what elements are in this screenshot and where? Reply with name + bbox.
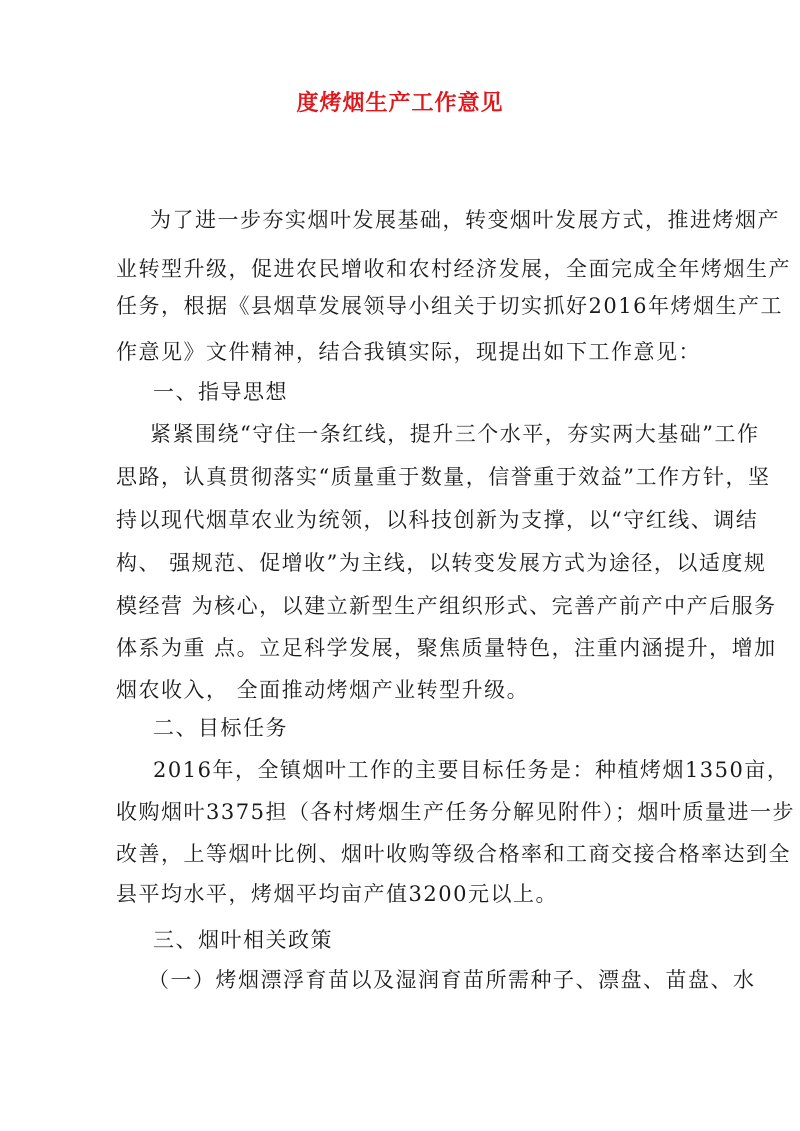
paragraph-line: 任务，根据《县烟草发展领导小组关于切实抓好2016年烤烟生产工 xyxy=(116,294,783,318)
paragraph-line: 构、 强规范、促增收”为主线，以转变发展方式为途径，以适度规 xyxy=(116,551,767,575)
paragraph-line: 持以现代烟草农业为统领，以科技创新为支撑，以“守红线、调结 xyxy=(116,508,759,532)
paragraph-line: 为了进一步夯实烟叶发展基础，转变烟叶发展方式，推进烤烟产 xyxy=(150,208,780,232)
paragraph-line: 思路，认真贯彻落实“质量重于数量，信誉重于效益”工作方针，坚 xyxy=(116,465,771,489)
paragraph-line: 紧紧围绕“守住一条红线，提升三个水平，夯实两大基础”工作 xyxy=(150,422,760,446)
paragraph-line: 改善，上等烟叶比例、烟叶收购等级合格率和工商交接合格率达到全 xyxy=(116,842,791,866)
section-heading: 二、目标任务 xyxy=(153,716,288,740)
document-title: 度烤烟生产工作意见 xyxy=(296,90,504,116)
section-heading: 一、指导思想 xyxy=(153,380,288,404)
paragraph-line: 作意见》文件精神，结合我镇实际，现提出如下工作意见： xyxy=(116,340,701,364)
paragraph-line: 体系为重 点。立足科学发展，聚焦质量特色，注重内涵提升，增加 xyxy=(116,636,777,660)
paragraph-line: 烟农收入， 全面推动烤烟产业转型升级。 xyxy=(116,678,530,702)
paragraph-line: 2016年，全镇烟叶工作的主要目标任务是：种植烤烟1350亩， xyxy=(153,758,790,782)
section-heading: 三、烟叶相关政策 xyxy=(153,928,333,952)
paragraph-line: （一）烤烟漂浮育苗以及湿润育苗所需种子、漂盘、苗盘、水 xyxy=(148,968,756,992)
paragraph-line: 业转型升级，促进农民增收和农村经济发展，全面完成全年烤烟生产 xyxy=(116,257,791,281)
paragraph-line: 县平均水平，烤烟平均亩产值3200元以上。 xyxy=(116,882,558,906)
paragraph-line: 收购烟叶3375担（各村烤烟生产任务分解见附件）；烟叶质量进一步 xyxy=(116,800,795,824)
paragraph-line: 模经营 为核心，以建立新型生产组织形式、完善产前产中产后服务 xyxy=(116,594,777,618)
